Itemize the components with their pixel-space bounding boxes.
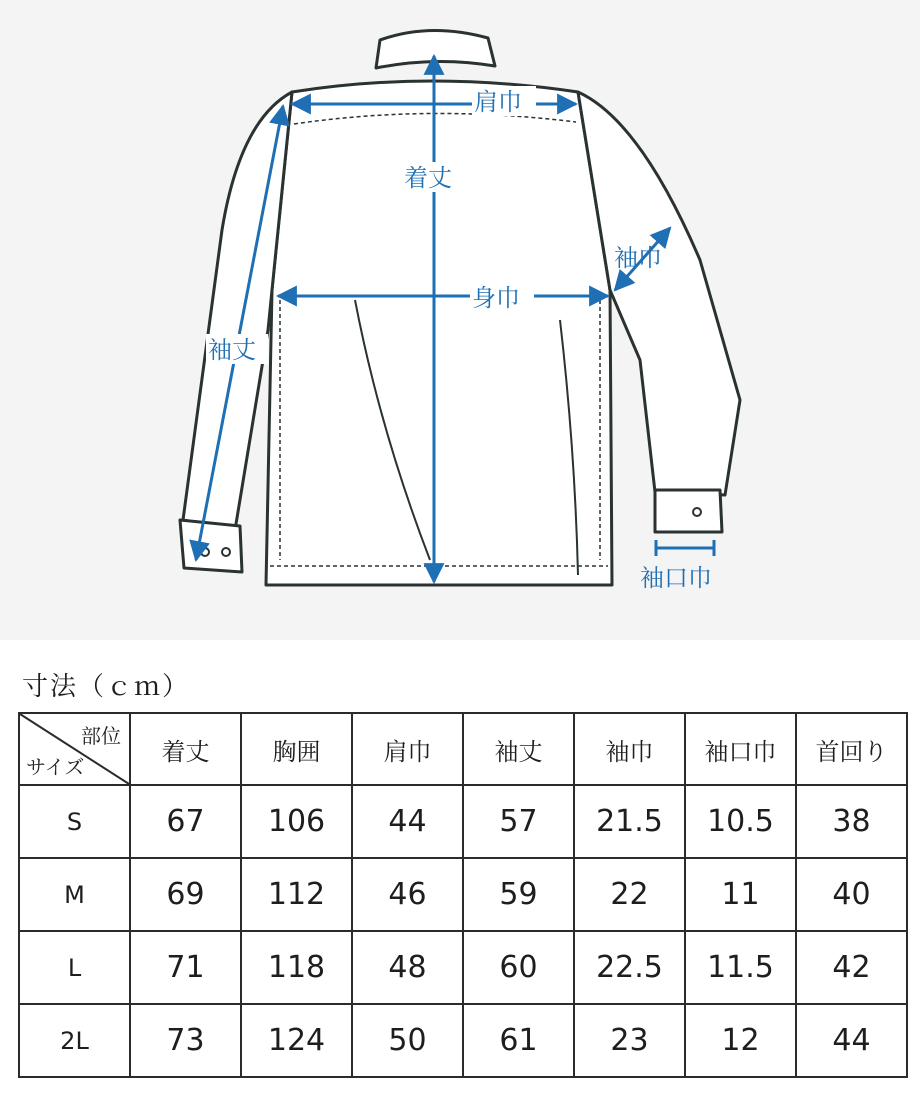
table-cell: 61 xyxy=(463,1004,574,1077)
header-cell: 袖丈 xyxy=(463,713,574,785)
table-cell: 46 xyxy=(352,858,463,931)
table-cell: 10.5 xyxy=(685,785,796,858)
header-cell: 袖口巾 xyxy=(685,713,796,785)
table-corner-cell xyxy=(19,713,130,785)
table-row xyxy=(19,931,907,1004)
sleeve-length-label: 袖丈 xyxy=(208,336,256,364)
table-cell: 38 xyxy=(796,785,907,858)
length-label: 着丈 xyxy=(404,164,452,192)
size-table xyxy=(18,712,908,1078)
table-cell: 124 xyxy=(241,1004,352,1077)
size-cell: S xyxy=(19,785,130,858)
unit-caption: 寸法（ｃｍ） xyxy=(22,672,191,702)
table-cell: 22 xyxy=(574,858,685,931)
size-cell: 2L xyxy=(19,1004,130,1077)
sleeve-width-label: 袖巾 xyxy=(614,244,662,272)
left-cuff-button xyxy=(201,548,209,556)
table-cell: 48 xyxy=(352,931,463,1004)
table-cell: 11 xyxy=(685,858,796,931)
left-cuff-outline xyxy=(180,520,242,572)
table-cell: 44 xyxy=(796,1004,907,1077)
table-cell: 12 xyxy=(685,1004,796,1077)
table-cell: 11.5 xyxy=(685,931,796,1004)
table-cell: 106 xyxy=(241,785,352,858)
header-cell: 首回り xyxy=(796,713,907,785)
header-cell: 着丈 xyxy=(130,713,241,785)
table-row xyxy=(19,785,907,858)
table-header-row xyxy=(19,713,907,785)
header-cell: 肩巾 xyxy=(352,713,463,785)
table-cell: 67 xyxy=(130,785,241,858)
header-cell: 袖巾 xyxy=(574,713,685,785)
corner-size-label: サイズ xyxy=(26,755,85,779)
shirt-body-outline xyxy=(266,81,612,585)
body-width-label: 身巾 xyxy=(472,284,520,312)
right-cuff-outline xyxy=(655,490,722,532)
size-cell: L xyxy=(19,931,130,1004)
left-cuff-button-2 xyxy=(222,548,230,556)
table-cell: 57 xyxy=(463,785,574,858)
corner-part-label: 部位 xyxy=(81,724,121,748)
size-cell: M xyxy=(19,858,130,931)
table-cell: 21.5 xyxy=(574,785,685,858)
table-cell: 40 xyxy=(796,858,907,931)
right-cuff-button xyxy=(693,508,701,516)
table-cell: 44 xyxy=(352,785,463,858)
table-row xyxy=(19,1004,907,1077)
table-cell: 71 xyxy=(130,931,241,1004)
table-cell: 50 xyxy=(352,1004,463,1077)
table-cell: 42 xyxy=(796,931,907,1004)
table-cell: 118 xyxy=(241,931,352,1004)
header-cell: 胸囲 xyxy=(241,713,352,785)
table-cell: 59 xyxy=(463,858,574,931)
shoulder-width-label: 肩巾 xyxy=(474,88,522,116)
table-cell: 69 xyxy=(130,858,241,931)
table-cell: 23 xyxy=(574,1004,685,1077)
table-cell: 22.5 xyxy=(574,931,685,1004)
table-row xyxy=(19,858,907,931)
cuff-width-label: 袖口巾 xyxy=(640,564,712,592)
table-cell: 60 xyxy=(463,931,574,1004)
table-cell: 112 xyxy=(241,858,352,931)
table-cell: 73 xyxy=(130,1004,241,1077)
